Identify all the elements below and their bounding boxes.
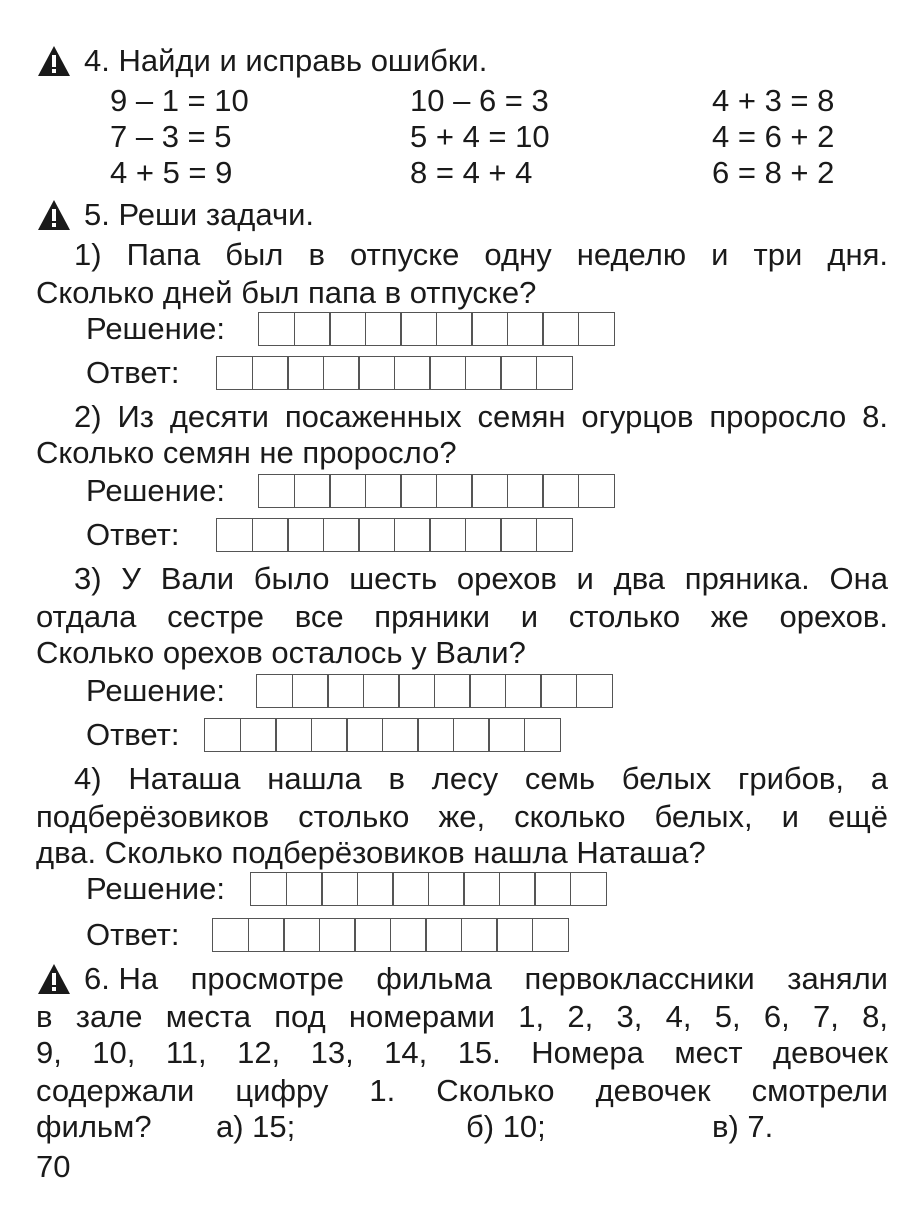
problem-2-line: 2) Из десяти посаженных семян огурцов проросло 8. (74, 399, 888, 434)
grid-cell[interactable] (323, 518, 360, 552)
grid-cell[interactable] (542, 474, 579, 508)
task-6-line: содержали цифру 1. Сколько девочек смотрели (36, 1073, 888, 1108)
grid-cell[interactable] (469, 674, 506, 708)
grid-cell[interactable] (394, 518, 431, 552)
task-5-title: Реши задачи. (118, 197, 315, 232)
problem-4-line: подберёзовиков столько же, сколько белых, и ещё (36, 799, 888, 834)
problem-4-line: два. Сколько подберёзовиков нашла Наташа? (36, 835, 706, 870)
equation: 6 = 8 + 2 (712, 155, 835, 190)
grid-cell[interactable] (392, 872, 429, 906)
grid-cell[interactable] (382, 718, 419, 752)
grid-cell[interactable] (275, 718, 312, 752)
grid-cell[interactable] (240, 718, 277, 752)
equation: 4 + 5 = 9 (110, 155, 233, 190)
task-4-heading (36, 44, 487, 78)
option-b[interactable]: б) 10; (466, 1109, 546, 1144)
grid-cell[interactable] (499, 872, 536, 906)
grid-cell[interactable] (436, 312, 473, 346)
grid-cell[interactable] (417, 718, 454, 752)
grid-cell[interactable] (465, 518, 502, 552)
grid-cell[interactable] (365, 312, 402, 346)
grid-cell[interactable] (578, 312, 615, 346)
grid-cell[interactable] (286, 872, 323, 906)
answer-label: Ответ: (86, 517, 180, 552)
solution-grid[interactable] (256, 674, 613, 708)
problem-3-line: отдала сестре все пряники и столько же орехов. (36, 599, 888, 634)
grid-cell[interactable] (252, 518, 289, 552)
problem-3-line: 3) У Вали было шесть орехов и два пряника. Она (74, 561, 888, 596)
task-5-heading (36, 198, 314, 232)
grid-cell[interactable] (354, 918, 391, 952)
equation: 4 + 3 = 8 (712, 83, 835, 118)
grid-cell[interactable] (398, 674, 435, 708)
grid-cell[interactable] (536, 518, 573, 552)
grid-cell[interactable] (488, 718, 525, 752)
grid-cell[interactable] (329, 474, 366, 508)
answer-grid[interactable] (204, 718, 561, 752)
grid-cell[interactable] (576, 674, 613, 708)
warning-triangle-icon (36, 198, 72, 232)
grid-cell[interactable] (365, 474, 402, 508)
grid-cell[interactable] (319, 918, 356, 952)
grid-cell[interactable] (542, 312, 579, 346)
grid-cell[interactable] (311, 718, 348, 752)
task-5-number: 5. (84, 197, 110, 232)
option-a[interactable]: а) 15; (216, 1109, 296, 1144)
grid-cell[interactable] (258, 312, 295, 346)
grid-cell[interactable] (216, 356, 253, 390)
grid-cell[interactable] (578, 474, 615, 508)
answer-label: Ответ: (86, 717, 180, 752)
grid-cell[interactable] (453, 718, 490, 752)
grid-cell[interactable] (294, 474, 331, 508)
grid-cell[interactable] (390, 918, 427, 952)
grid-cell[interactable] (471, 474, 508, 508)
grid-cell[interactable] (287, 518, 324, 552)
grid-cell[interactable] (496, 918, 533, 952)
grid-cell[interactable] (248, 918, 285, 952)
grid-cell[interactable] (500, 518, 537, 552)
grid-cell[interactable] (363, 674, 400, 708)
grid-cell[interactable] (358, 518, 395, 552)
grid-cell[interactable] (436, 474, 473, 508)
grid-cell[interactable] (321, 872, 358, 906)
grid-cell[interactable] (346, 718, 383, 752)
grid-cell[interactable] (434, 674, 471, 708)
grid-cell[interactable] (212, 918, 249, 952)
equation: 9 – 1 = 10 (110, 83, 249, 118)
equation: 7 – 3 = 5 (110, 119, 232, 154)
grid-cell[interactable] (428, 872, 465, 906)
answer-label: Ответ: (86, 917, 180, 952)
grid-cell[interactable] (429, 518, 466, 552)
grid-cell[interactable] (329, 312, 366, 346)
grid-cell[interactable] (532, 918, 569, 952)
grid-cell[interactable] (258, 474, 295, 508)
answer-grid[interactable] (216, 518, 573, 552)
grid-cell[interactable] (505, 674, 542, 708)
grid-cell[interactable] (252, 356, 289, 390)
grid-cell[interactable] (540, 674, 577, 708)
grid-cell[interactable] (358, 356, 395, 390)
grid-cell[interactable] (463, 872, 500, 906)
task-6-heading (36, 962, 888, 996)
problem-1-line: Сколько дней был папа в отпуске? (36, 275, 537, 310)
equation: 8 = 4 + 4 (410, 155, 533, 190)
grid-cell[interactable] (394, 356, 431, 390)
grid-cell[interactable] (216, 518, 253, 552)
task-4-number: 4. (84, 43, 110, 78)
grid-cell[interactable] (327, 674, 364, 708)
page-number: 70 (36, 1149, 71, 1184)
grid-cell[interactable] (536, 356, 573, 390)
problem-4-line: 4) Наташа нашла в лесу семь белых грибов, а (74, 761, 888, 796)
answer-label: Ответ: (86, 355, 180, 390)
grid-cell[interactable] (507, 312, 544, 346)
grid-cell[interactable] (471, 312, 508, 346)
solution-label: Решение: (86, 311, 225, 346)
grid-cell[interactable] (250, 872, 287, 906)
grid-cell[interactable] (524, 718, 561, 752)
grid-cell[interactable] (400, 312, 437, 346)
equation: 5 + 4 = 10 (410, 119, 550, 154)
task-6-line: 9, 10, 11, 12, 13, 14, 15. Номера мест девочек (36, 1035, 888, 1070)
solution-label: Решение: (86, 673, 225, 708)
grid-cell[interactable] (429, 356, 466, 390)
problem-3-line: Сколько орехов осталось у Вали? (36, 635, 526, 670)
grid-cell[interactable] (283, 918, 320, 952)
grid-cell[interactable] (204, 718, 241, 752)
grid-cell[interactable] (570, 872, 607, 906)
grid-cell[interactable] (323, 356, 360, 390)
warning-triangle-icon (36, 962, 72, 996)
grid-cell[interactable] (465, 356, 502, 390)
task-4-title: Найди и исправь ошибки. (118, 43, 488, 78)
task-6-last-line: фильм? (36, 1109, 152, 1144)
task-6-number: 6. (84, 961, 110, 996)
solution-label: Решение: (86, 473, 225, 508)
option-c[interactable]: в) 7. (712, 1109, 774, 1144)
answer-grid[interactable] (216, 356, 573, 390)
grid-cell[interactable] (256, 674, 293, 708)
grid-cell[interactable] (292, 674, 329, 708)
task-6-line: в зале места под номерами 1, 2, 3, 4, 5, 6, 7, 8, (36, 999, 888, 1034)
solution-grid[interactable] (258, 312, 615, 346)
grid-cell[interactable] (357, 872, 394, 906)
grid-cell[interactable] (294, 312, 331, 346)
equation: 10 – 6 = 3 (410, 83, 549, 118)
grid-cell[interactable] (287, 356, 324, 390)
answer-grid[interactable] (212, 918, 569, 952)
equation: 4 = 6 + 2 (712, 119, 835, 154)
warning-triangle-icon (36, 44, 72, 78)
solution-grid[interactable] (258, 474, 615, 508)
grid-cell[interactable] (400, 474, 437, 508)
solution-label: Решение: (86, 871, 225, 906)
problem-1-line: 1) Папа был в отпуске одну неделю и три дня. (74, 237, 888, 272)
problem-2-line: Сколько семян не проросло? (36, 435, 457, 470)
grid-cell[interactable] (461, 918, 498, 952)
grid-cell[interactable] (500, 356, 537, 390)
grid-cell[interactable] (507, 474, 544, 508)
grid-cell[interactable] (425, 918, 462, 952)
task-6-line: На просмотре фильма первоклассники заняли (118, 961, 888, 996)
solution-grid[interactable] (250, 872, 607, 906)
grid-cell[interactable] (534, 872, 571, 906)
